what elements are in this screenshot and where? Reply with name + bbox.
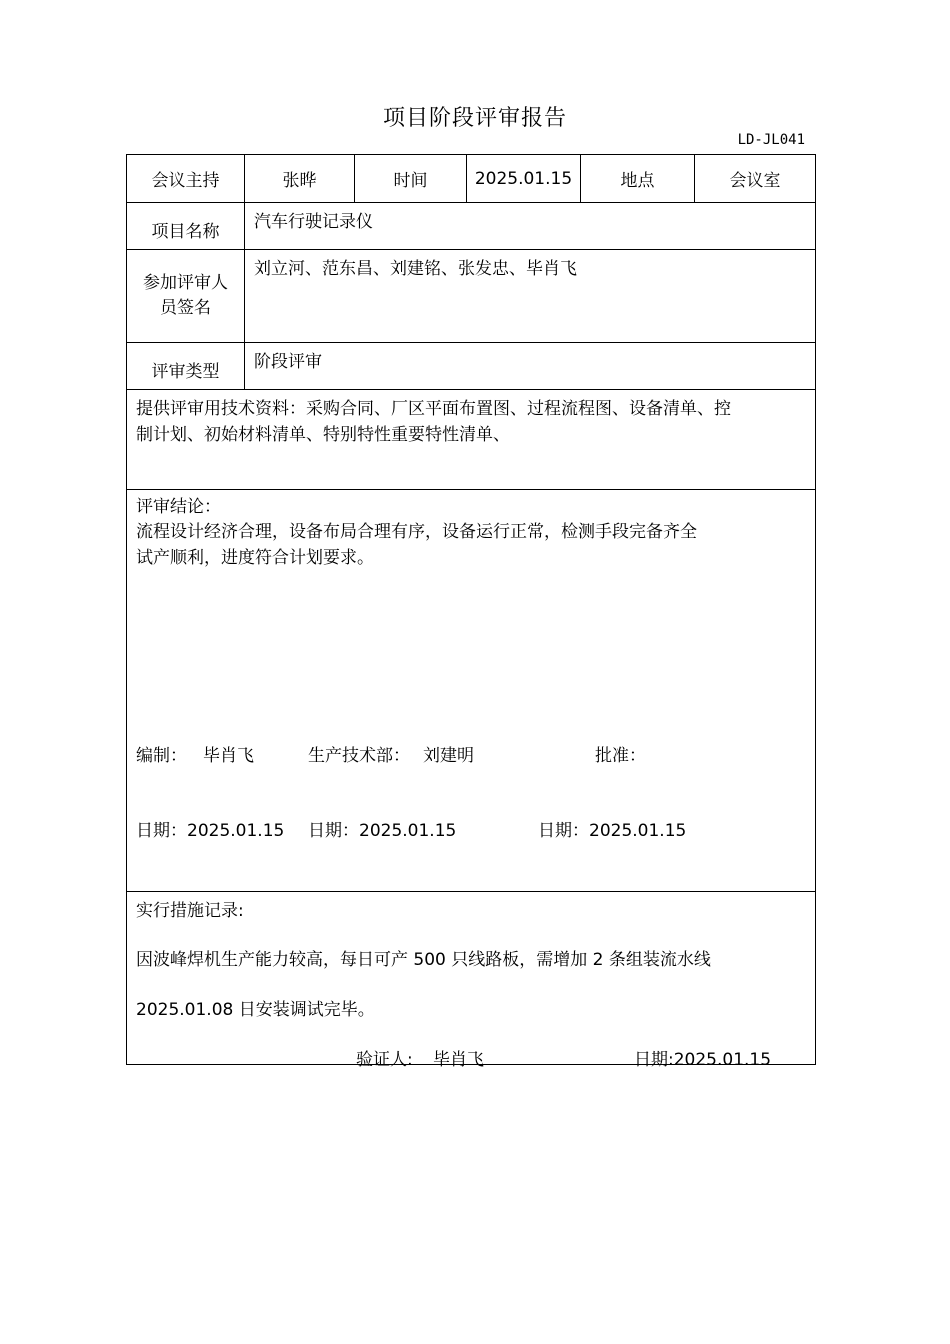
project-label: 项目名称 — [127, 203, 245, 249]
approve-label: 批准： — [595, 746, 646, 766]
page-title: 项目阶段评审报告 — [382, 106, 567, 131]
time-value: 2025.01.15 — [467, 155, 581, 202]
conclusion-line-2: 试产顺利，进度符合计划要求。 — [136, 548, 374, 568]
review-type-label: 评审类型 — [127, 343, 245, 389]
host-value: 张晔 — [245, 155, 355, 202]
prepared-date: 日期：2025.01.15 — [136, 821, 285, 841]
review-type-value: 阶段评审 — [254, 352, 322, 372]
document-code: LD-JL041 — [737, 132, 805, 148]
host-label: 会议主持 — [127, 155, 245, 202]
meeting-row — [127, 155, 815, 203]
verifier-name: 毕肖飞 — [433, 1050, 484, 1070]
implementation-row — [127, 892, 815, 1070]
project-value: 汽车行驶记录仪 — [254, 212, 373, 232]
verify-date: 日期:2025.01.15 — [634, 1050, 772, 1070]
implementation-label: 实行措施记录: — [136, 901, 244, 921]
approve-date: 日期：2025.01.15 — [538, 821, 687, 841]
prepared-by: 毕肖飞 — [203, 746, 254, 766]
time-label: 时间 — [355, 155, 467, 202]
reviewers-row — [127, 250, 815, 343]
implementation-line-1: 因波峰焊机生产能力较高，每日可产 500 只线路板，需增加 2 条组装流水线 — [136, 950, 711, 970]
dept-date: 日期：2025.01.15 — [308, 821, 457, 841]
conclusion-row — [127, 490, 815, 892]
reviewers-label: 参加评审人员签名 — [127, 250, 245, 342]
materials-line-1: 提供评审用技术资料：采购合同、厂区平面布置图、过程流程图、设备清单、控 — [136, 399, 731, 419]
conclusion-label: 评审结论： — [136, 497, 221, 517]
place-value: 会议室 — [729, 171, 781, 191]
conclusion-line-1: 流程设计经济合理，设备布局合理有序，设备运行正常，检测手段完备齐全 — [136, 522, 697, 542]
project-row — [127, 203, 815, 250]
materials-line-2: 制计划、初始材料清单、特别特性重要特性清单、 — [136, 425, 510, 445]
prepared-label: 编制： — [136, 746, 187, 766]
review-form — [126, 154, 816, 1070]
reviewers-value: 刘立河、范东昌、刘建铭、张发忠、毕肖飞 — [254, 259, 577, 279]
materials-row — [127, 390, 815, 490]
review-type-row — [127, 343, 815, 390]
dept-label: 生产技术部： — [308, 746, 410, 766]
implementation-line-2: 2025.01.08 日安装调试完毕。 — [136, 1000, 375, 1020]
place-label: 地点 — [581, 155, 695, 202]
verifier-label: 验证人: — [356, 1050, 413, 1070]
dept-person: 刘建明 — [423, 746, 474, 766]
